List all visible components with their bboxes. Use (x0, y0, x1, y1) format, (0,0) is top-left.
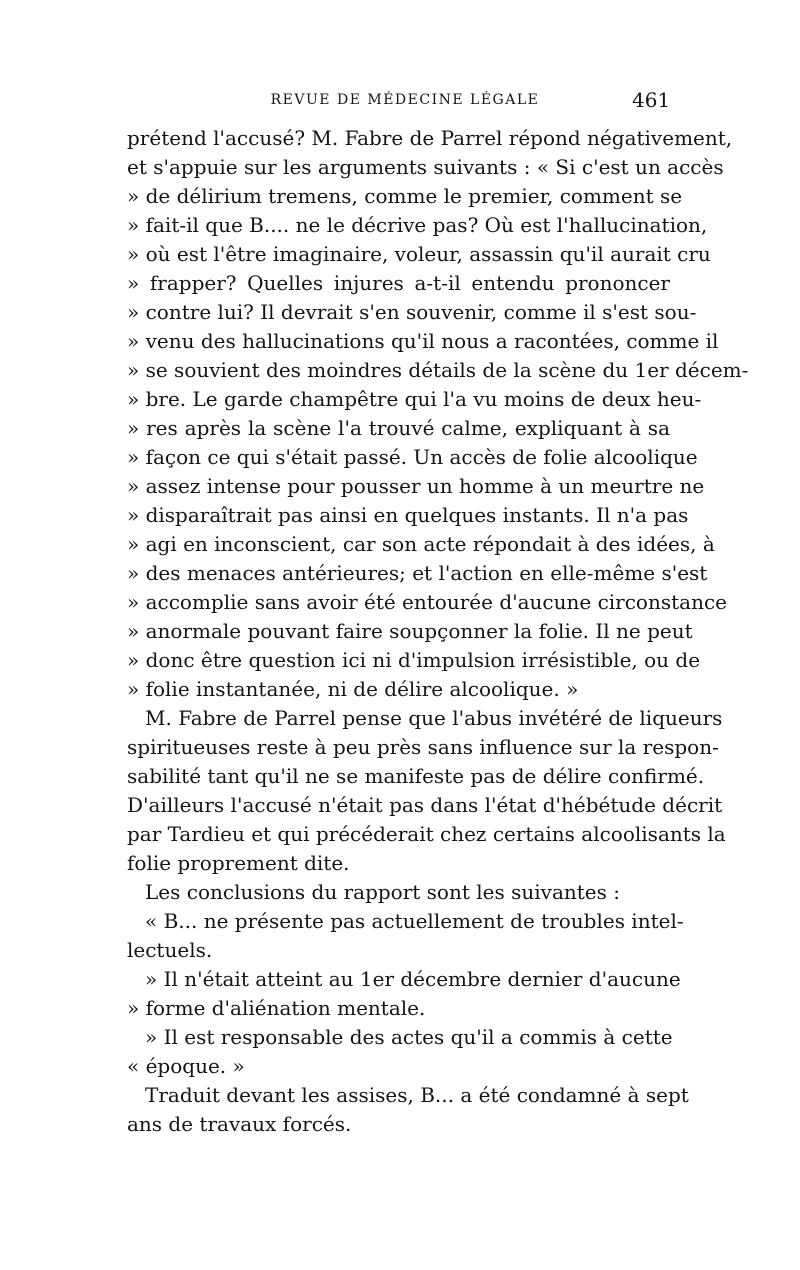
text-line: » donc être question ici ni d'impulsion irrésistible, ou de (127, 648, 701, 672)
text-line: » disparaîtrait pas ainsi en quelques instants. Il n'a pas (127, 503, 689, 527)
text-line: » contre lui? Il devrait s'en souvenir, comme il s'est sou- (127, 300, 697, 324)
running-header (0, 88, 800, 118)
text-line: » venu des hallucinations qu'il nous a racontées, comme il (127, 329, 719, 353)
text-line: lectuels. (127, 938, 213, 962)
text-line: par Tardieu et qui précéderait chez certains alcoolisants la (127, 822, 726, 846)
text-line: sabilité tant qu'il ne se manifeste pas de délire confirmé. (127, 764, 705, 788)
text-line: M. Fabre de Parrel pense que l'abus invétéré de liqueurs (145, 706, 723, 730)
text-line: » Il est responsable des actes qu'il a commis à cette (145, 1025, 673, 1049)
text-line: » assez intense pour pousser un homme à un meurtre ne (127, 474, 705, 498)
text-line: » agi en inconscient, car son acte répondait à des idées, à (127, 532, 715, 556)
text-line: » façon ce qui s'était passé. Un accès de folie alcoolique (127, 445, 698, 469)
text-line: ans de travaux forcés. (127, 1112, 352, 1136)
text-line: » se souvient des moindres détails de la scène du 1er décem- (127, 358, 749, 382)
running-title: REVUE DE MÉDECINE LÉGALE (270, 92, 540, 108)
text-line: » accomplie sans avoir été entourée d'aucune circonstance (127, 590, 727, 614)
text-line: » de délirium tremens, comme le premier, comment se (127, 184, 683, 208)
text-line: prétend l'accusé? M. Fabre de Parrel répond négativement, (127, 126, 733, 150)
text-line: « B... ne présente pas actuellement de troubles intel- (145, 909, 684, 933)
text-line: » forme d'aliénation mentale. (127, 996, 426, 1020)
text-line: » fait-il que B.... ne le décrive pas? Où est l'hallucination, (127, 213, 708, 237)
page-number: 461 (632, 88, 671, 112)
text-line: folie proprement dite. (127, 851, 350, 875)
text-line: Les conclusions du rapport sont les suivantes : (145, 880, 620, 904)
text-line: » res après la scène l'a trouvé calme, expliquant à sa (127, 416, 670, 440)
text-line: D'ailleurs l'accusé n'était pas dans l'état d'hébétude décrit (127, 793, 723, 817)
text-line: » anormale pouvant faire soupçonner la folie. Il ne peut (127, 619, 693, 643)
text-line: » des menaces antérieures; et l'action en elle-même s'est (127, 561, 708, 585)
text-line: » frapper? Quelles injures a-t-il entendu prononcer (127, 271, 670, 295)
text-line: » bre. Le garde champêtre qui l'a vu moins de deux heu- (127, 387, 702, 411)
text-line: et s'appuie sur les arguments suivants : « Si c'est un accès (127, 155, 724, 179)
text-line: spiritueuses reste à peu près sans influence sur la respon- (127, 735, 719, 759)
text-line: Traduit devant les assises, B... a été condamné à sept (145, 1083, 689, 1107)
text-line: » Il n'était atteint au 1er décembre dernier d'aucune (145, 967, 681, 991)
text-line: « époque. » (127, 1054, 245, 1078)
text-line: » où est l'être imaginaire, voleur, assassin qu'il aurait cru (127, 242, 711, 266)
text-line: » folie instantanée, ni de délire alcoolique. » (127, 677, 579, 701)
